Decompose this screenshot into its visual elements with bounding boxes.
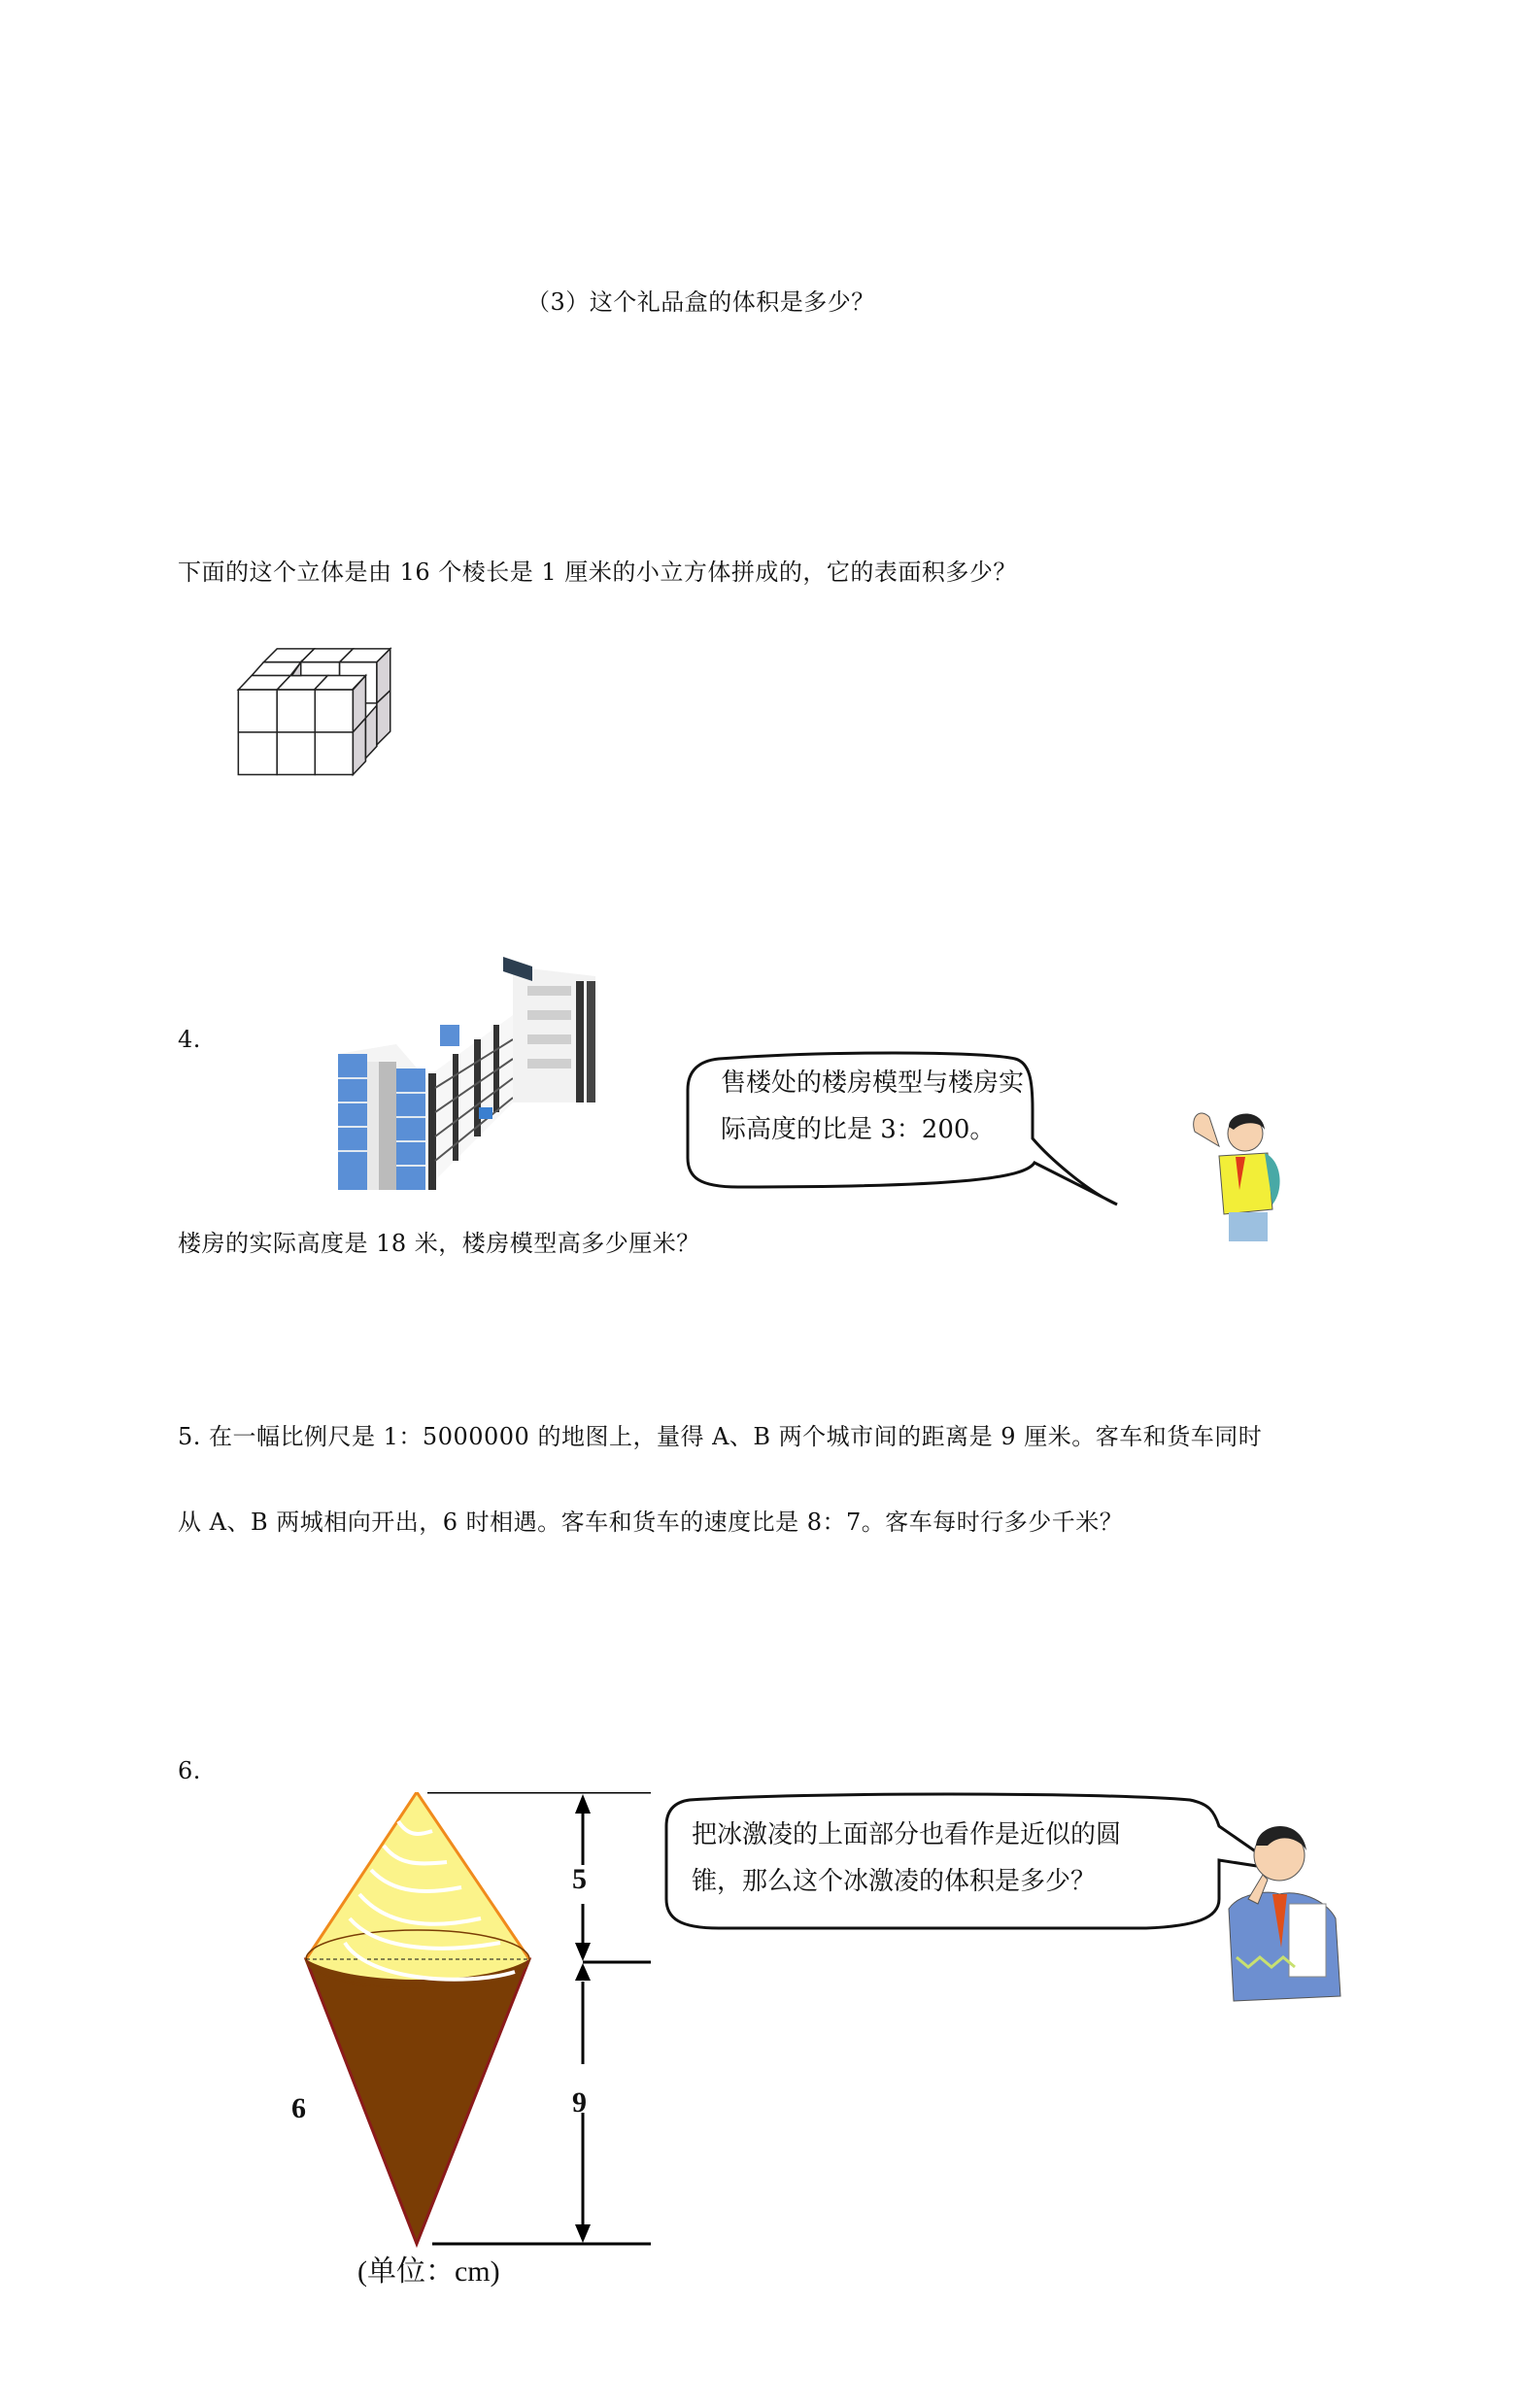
dimension-label-diameter: 6 — [291, 2092, 306, 2124]
speech-q6-line1: 把冰激凌的上面部分也看作是近似的圆 — [692, 1820, 1122, 1849]
question-3-text: 下面的这个立体是由 16 个棱长是 1 厘米的小立方体拼成的，它的表面积多少？ — [178, 559, 1017, 586]
speech-q4-line1: 售楼处的楼房模型与楼房实 — [721, 1068, 1025, 1098]
question-5-line1: 5. 在一幅比例尺是 1：5000000 的地图上，量得 A、B 两个城市间的距离是 9 厘米。客车和货车同时 — [178, 1423, 1263, 1450]
unit-label: (单位：cm) — [357, 2255, 500, 2288]
question-6-number: 6. — [178, 1757, 201, 1784]
boy-holding-paper-illustration — [1209, 1802, 1345, 2016]
building-model-figure — [338, 957, 595, 1190]
ice-cream-cone-figure — [291, 1792, 651, 2258]
question-5-line2: 从 A、B 两城相向开出，6 时相遇。客车和货车的速度比是 8：7。客车每时行多少千米？ — [178, 1509, 1124, 1536]
question-4-number: 4. — [178, 1026, 201, 1053]
dimension-label-top-height: 5 — [572, 1863, 587, 1895]
speech-q6-line2: 锥，那么这个冰激凌的体积是多少？ — [692, 1867, 1097, 1896]
boy-with-backpack-illustration — [1175, 1093, 1292, 1248]
cube-assembly-figure — [223, 622, 447, 797]
question-2-part-3: （3）这个礼品盒的体积是多少？ — [526, 288, 875, 316]
dimension-label-cone-height: 9 — [572, 2086, 587, 2119]
speech-q4-line2: 际高度的比是 3：200。 — [721, 1115, 996, 1144]
question-4-text: 楼房的实际高度是 18 米，楼房模型高多少厘米？ — [178, 1230, 700, 1257]
